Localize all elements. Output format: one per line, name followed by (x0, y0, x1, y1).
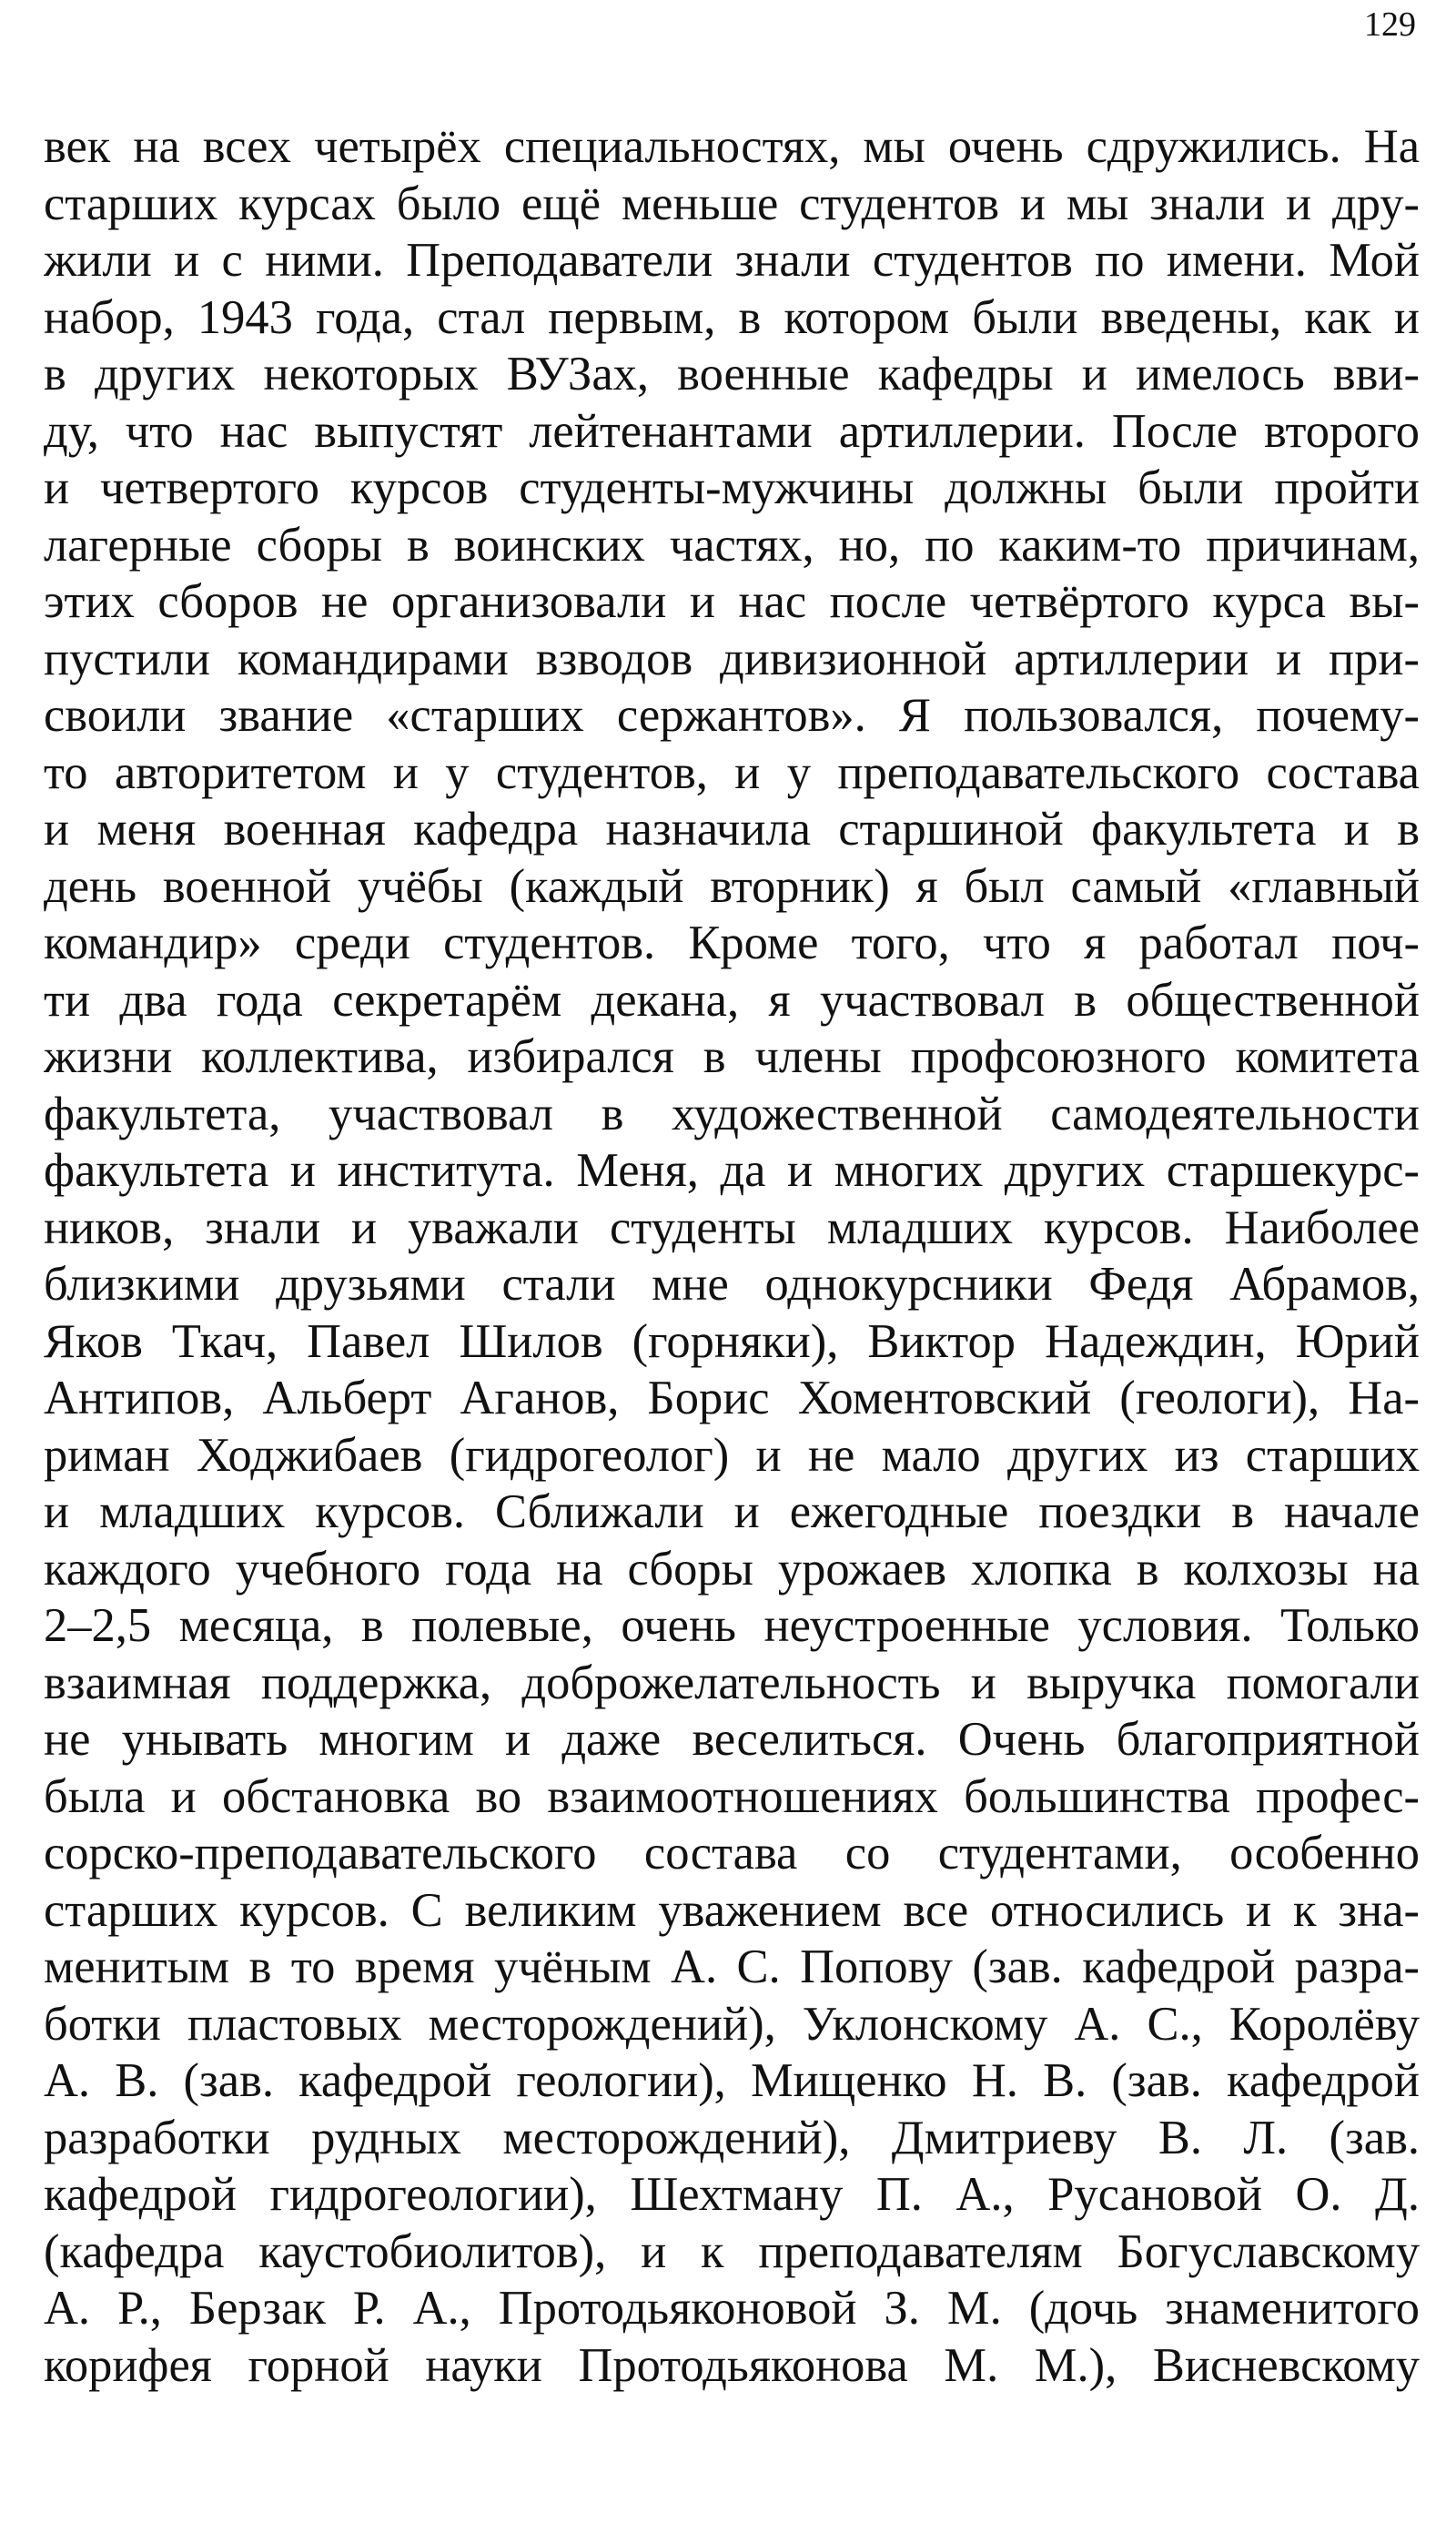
text-line: 2–2,5 месяца, в полевые, очень неустроенные условия. Только (44, 1599, 1420, 1652)
text-line: ников, знали и уважали студенты младших курсов. Наиболее (44, 1201, 1420, 1254)
text-line: факультета и института. Меня, да и многих других старшекурс- (44, 1144, 1420, 1197)
text-line: А. Р., Берзак Р. А., Протодьяконовой З. М. (дочь знаменитого (44, 2282, 1420, 2335)
text-line: этих сборов не организовали и нас после четвёртого курса вы- (44, 575, 1420, 628)
text-line: факультета, участвовал в художественной самодеятельности (44, 1087, 1420, 1140)
text-line: взаимная поддержка, доброжелательность и выручка помогали (44, 1656, 1420, 1709)
text-line: век на всех четырёх специальностях, мы очень сдружились. На (44, 120, 1420, 173)
text-line: близкими друзьями стали мне однокурсники Федя Абрамов, (44, 1258, 1420, 1311)
text-line: Яков Ткач, Павел Шилов (горняки), Виктор Надеждин, Юрий (44, 1314, 1420, 1368)
text-line: старших курсов. С великим уважением все относились и к зна- (44, 1883, 1420, 1937)
text-line: корифея горной науки Протодьяконова М. М.), Висневскому (44, 2338, 1420, 2392)
text-line: была и обстановка во взаимоотношениях большинства профес- (44, 1769, 1420, 1823)
text-line: набор, 1943 года, стал первым, в котором были введены, как и (44, 290, 1420, 344)
text-line: ду, что нас выпустят лейтенантами артиллерии. После второго (44, 404, 1420, 458)
text-line: своили звание «старших сержантов». Я пользовался, почему- (44, 689, 1420, 742)
text-line: жизни коллектива, избирался в члены профсоюзного комитета (44, 1030, 1420, 1083)
text-line: сорско-преподавательского состава со студентами, особенно (44, 1827, 1420, 1880)
page-number: 129 (1364, 5, 1416, 44)
text-line: командир» среди студентов. Кроме того, что я работал поч- (44, 917, 1420, 969)
text-line: А. В. (зав. кафедрой геологии), Мищенко Н. В. (зав. кафедрой (44, 2054, 1420, 2107)
text-line: кафедрой гидрогеологии), Шехтману П. А., Русановой О. Д. (44, 2168, 1420, 2221)
text-line: каждого учебного года на сборы урожаев хлопка в колхозы на (44, 1542, 1420, 1596)
body-text (44, 118, 1420, 2394)
text-line: и младших курсов. Сближали и ежегодные поездки в начале (44, 1485, 1420, 1538)
text-line: не унывать многим и даже веселиться. Очень благоприятной (44, 1713, 1420, 1766)
text-line: ботки пластовых месторождений), Уклонскому А. С., Королёву (44, 1997, 1420, 2051)
text-line: риман Ходжибаев (гидрогеолог) и не мало других из старших (44, 1428, 1420, 1482)
text-line: ти два года секретарём декана, я участвовал в общественной (44, 973, 1420, 1027)
text-line: жили и с ними. Преподаватели знали студентов по имени. Мой (44, 234, 1420, 287)
text-line: то авторитетом и у студентов, и у преподавательского состава (44, 745, 1420, 799)
text-line: лагерные сборы в воинских частях, но, по каким-то причинам, (44, 518, 1420, 572)
text-line: и четвертого курсов студенты-мужчины должны были пройти (44, 461, 1420, 514)
text-line: в других некоторых ВУЗах, военные кафедры и имелось вви- (44, 348, 1420, 400)
text-line: день военной учёбы (каждый вторник) я был самый «главный (44, 859, 1420, 913)
text-line: менитым в то время учёным А. С. Попову (зав. кафедрой разра- (44, 1940, 1420, 1993)
text-line: старших курсах было ещё меньше студентов и мы знали и дру- (44, 177, 1420, 230)
text-line: (кафедра каустобиолитов), и к преподавателям Богуславскому (44, 2224, 1420, 2278)
text-line: и меня военная кафедра назначила старшиной факультета и в (44, 803, 1420, 856)
text-line: Антипов, Альберт Аганов, Борис Хоментовский (геологи), На- (44, 1372, 1420, 1424)
text-line: пустили командирами взводов дивизионной артиллерии и при- (44, 632, 1420, 685)
text-line: разработки рудных месторождений), Дмитриеву В. Л. (зав. (44, 2111, 1420, 2164)
